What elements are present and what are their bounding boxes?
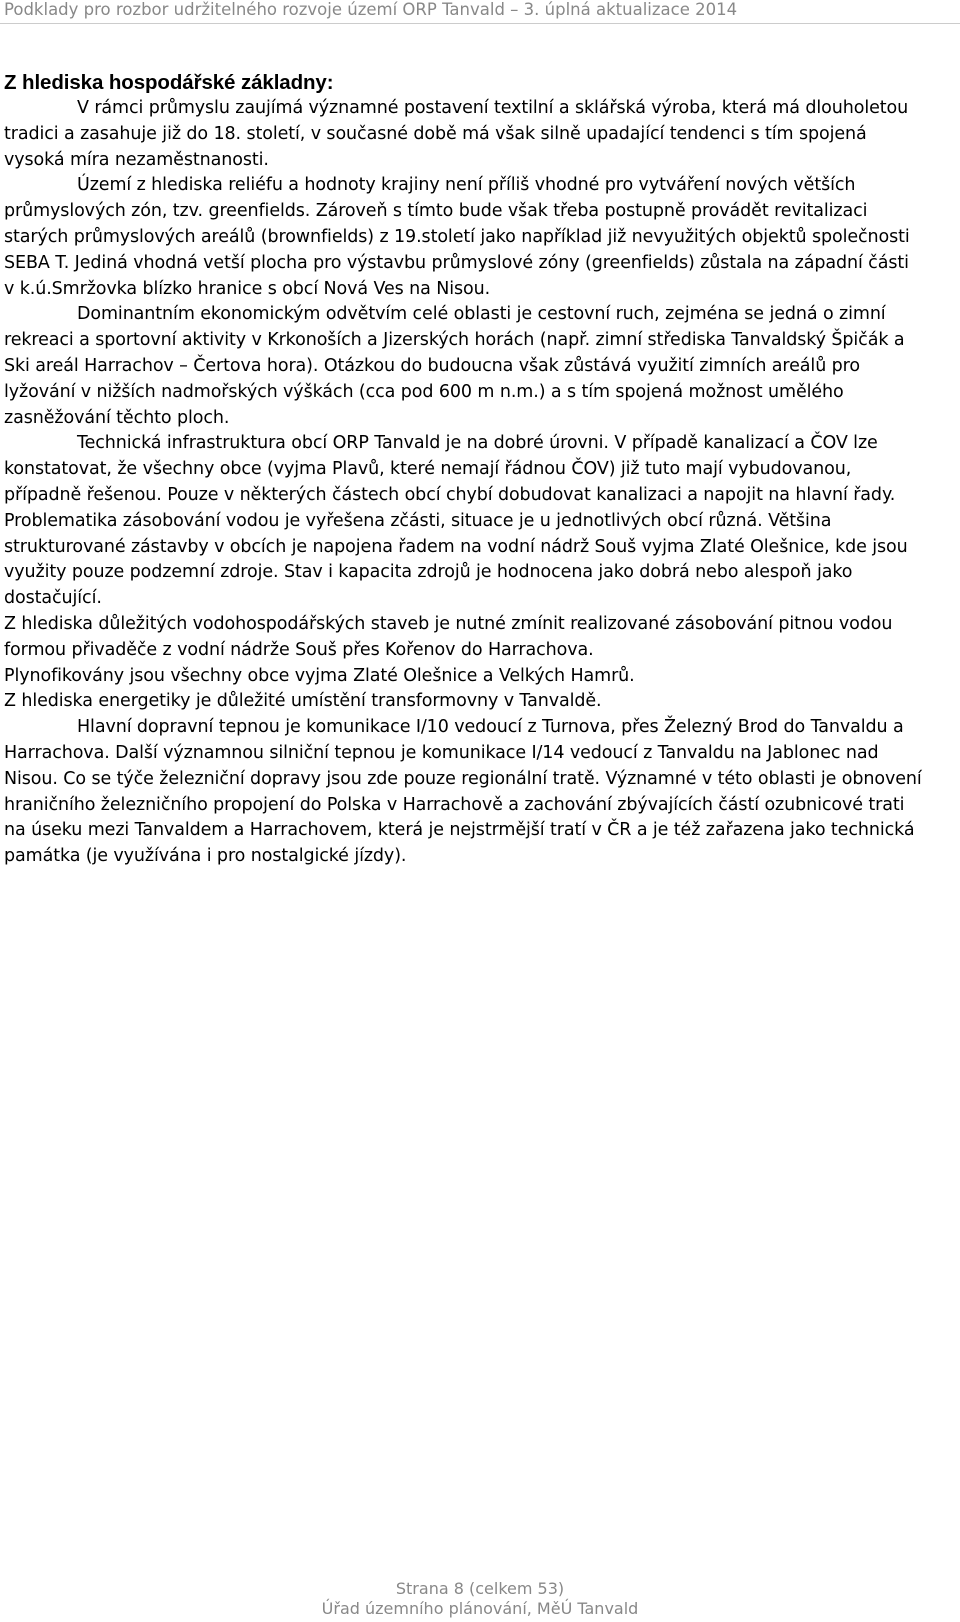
- paragraph-industry: V rámci průmyslu zaujímá významné postavení textilní a sklářská výroba, která má dlouholetou tradici a zasahuje již do 18. století, v současné době má však silně upadající tendenci s tím spojená vysoká míra nezaměstnanosti.: [4, 98, 909, 170]
- running-header: Podklady pro rozbor udržitelného rozvoje území ORP Tanvald – 3. úplná aktualizace 2014: [4, 0, 738, 19]
- paragraph-relief: Území z hlediska reliéfu a hodnoty krajiny není příliš vhodné pro vytváření nových větších průmyslových zón, tzv. greenfields. Zároveň s tímto bude však třeba postupně provádět revitalizaci starých průmyslových areálů (brownfields) z 19.století jako například již nevyužitých objektů společnosti SEBA T. Jediná vhodná vetší plocha pro výstavbu průmyslové zóny (greenfields) zůstala na západní části v k.ú.Smržovka blízko hranice s obcí Nová Ves na Nisou.: [4, 175, 910, 299]
- paragraph-gas: Plynofikovány jsou všechny obce vyjma Zlaté Olešnice a Velkých Hamrů.: [4, 665, 635, 686]
- document-body: [4, 70, 924, 870]
- paragraph-energy: Z hlediska energetiky je důležité umístění transformovny v Tanvaldě.: [4, 691, 602, 712]
- section-heading: Z hlediska hospodářské základny:: [4, 71, 334, 94]
- paragraph-water-structures: Z hlediska důležitých vodohospodářských staveb je nutné zmínit realizované zásobování pitnou vodou formou přivaděče z vodní nádrže Souš přes Kořenov do Harrachova.: [4, 613, 893, 660]
- paragraph-tourism: Dominantním ekonomickým odvětvím celé oblasti je cestovní ruch, zejména se jedná o zimní rekreaci a sportovní aktivity v Krkonoších a Jizerských horách (např. zimní střediska Tanvaldský Špičák a Ski areál Harrachov – Čertova hora). Otázkou do budoucna však zůstává využití zimních areálů pro lyžování v nižších nadmořských výškách (cca pod 600 m n.m.) a s tím spojená možnost umělého zasněžování těchto ploch.: [4, 304, 905, 428]
- paragraph-transport: Hlavní dopravní tepnou je komunikace I/10 vedoucí z Turnova, přes Železný Brod do Tanvaldu a Harrachova. Další významnou silniční tepnou je komunikace I/14 vedoucí z Tanvaldu na Jablonec nad Nisou. Co se týče železniční dopravy jsou zde pouze regionální tratě. Významné v této oblasti je obnovení hraničního železničního propojení do Polska v Harrachově a zachování zbývajících částí ozubnicové trati na úseku mezi Tanvaldem a Harrachovem, která je nejstrmější tratí v ČR a je též zařazena jako technická památka (je využívána i pro nostalgické jízdy).: [4, 717, 922, 867]
- page-number: Strana 8 (celkem 53): [395, 1579, 565, 1598]
- header-divider: [0, 23, 960, 24]
- paragraph-infrastructure: Technická infrastruktura obcí ORP Tanvald je na dobré úrovni. V případě kanalizací a ČOV lze konstatovat, že všechny obce (vyjma Plavů, které nemají řádnou ČOV) již tuto mají vybudovanou, případně řešenou. Pouze v některých částech obcí chybí dobudovat kanalizaci a napojit na hlavní řady. Problematika zásobování vodou je vyřešena zčásti, situace je u jednotlivých obcí různá. Většina strukturované zástavby v obcích je napojena řadem na vodní nádrž Souš vyjma Zlaté Olešnice, kde jsou využity pouze podzemní zdroje. Stav i kapacita zdrojů je hodnocena jako dobrá nebo alespoň jako dostačující.: [4, 433, 908, 609]
- footer-office: Úřad územního plánování, MěÚ Tanvald: [321, 1599, 639, 1618]
